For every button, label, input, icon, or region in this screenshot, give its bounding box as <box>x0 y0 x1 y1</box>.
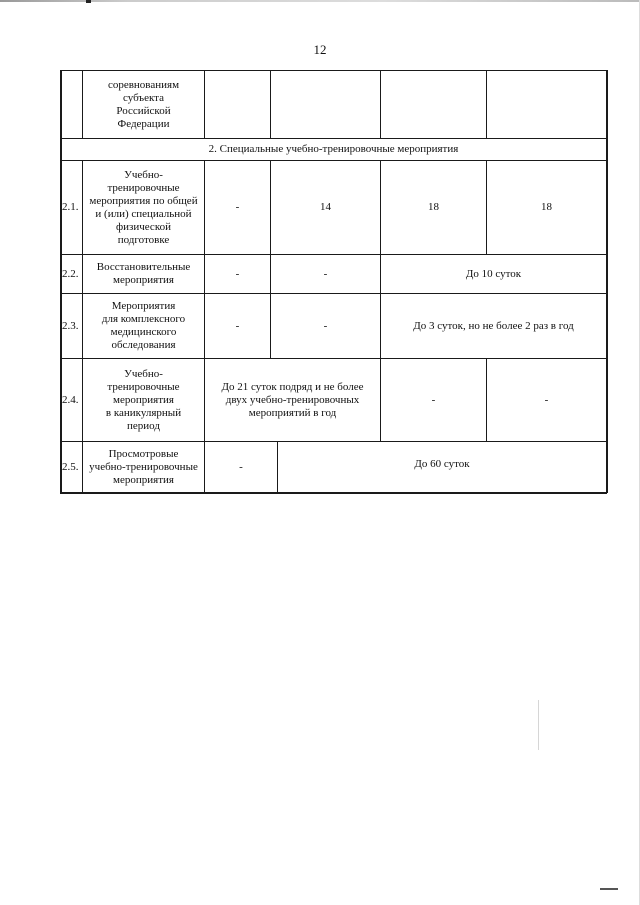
table-border <box>486 70 487 138</box>
table-cell-name: Просмотровые учебно-тренировочные мероприятия <box>89 447 198 486</box>
table-cell-value: - <box>235 319 240 332</box>
table-border <box>606 70 608 493</box>
table-cell-number: 2.2. <box>62 267 79 280</box>
table-cell-value: 18 <box>541 201 552 213</box>
table-cell-merged: До 60 суток <box>414 458 470 470</box>
table-cell-number: 2.4. <box>62 393 79 406</box>
table-cell-value: - <box>239 460 243 473</box>
table-cell-value: - <box>323 267 328 280</box>
table-cell-name: Учебно- тренировочные мероприятия по общей и (или) специальной физической подготовке <box>89 168 198 246</box>
table-cell-number: 2.5. <box>62 460 79 473</box>
table-cell-value: - <box>235 267 240 280</box>
scan-artifact <box>86 0 91 3</box>
table-border <box>204 70 205 138</box>
scan-artifact <box>538 700 539 750</box>
table-cell-name: Учебно- тренировочные мероприятия в каникулярный период <box>105 367 182 432</box>
table-cell-merged: До 3 суток, но не более 2 раз в год <box>413 319 574 332</box>
table-cell-name: соревнованиям субъекта Российской Федерации <box>107 78 180 130</box>
scan-edge <box>0 0 640 2</box>
table-cell-merged: До 10 суток <box>465 267 522 280</box>
table-cell-value: - <box>544 393 549 406</box>
section-header: 2. Специальные учебно-тренировочные мероприятия <box>208 143 459 155</box>
table-cell-value: 18 <box>428 201 439 213</box>
table-cell-value: - <box>323 319 328 332</box>
page-number: 12 <box>313 42 327 57</box>
table-border <box>270 70 271 138</box>
table-cell-number: 2.1. <box>62 201 79 213</box>
table-cell-name: Мероприятия для комплексного медицинского обследования <box>101 300 186 351</box>
table-cell-value: 14 <box>320 201 331 213</box>
table-cell-value: - <box>235 201 240 213</box>
table-cell-number: 2.3. <box>62 319 79 332</box>
table-border <box>380 70 381 138</box>
table-border <box>60 492 607 494</box>
scan-artifact <box>600 888 618 890</box>
table-cell-value: - <box>431 393 436 406</box>
table-cell-name: Восстановительные мероприятия <box>96 261 191 286</box>
table-cell-merged: До 21 суток подряд и не более двух учебно-тренировочных мероприятий в год <box>221 381 364 419</box>
